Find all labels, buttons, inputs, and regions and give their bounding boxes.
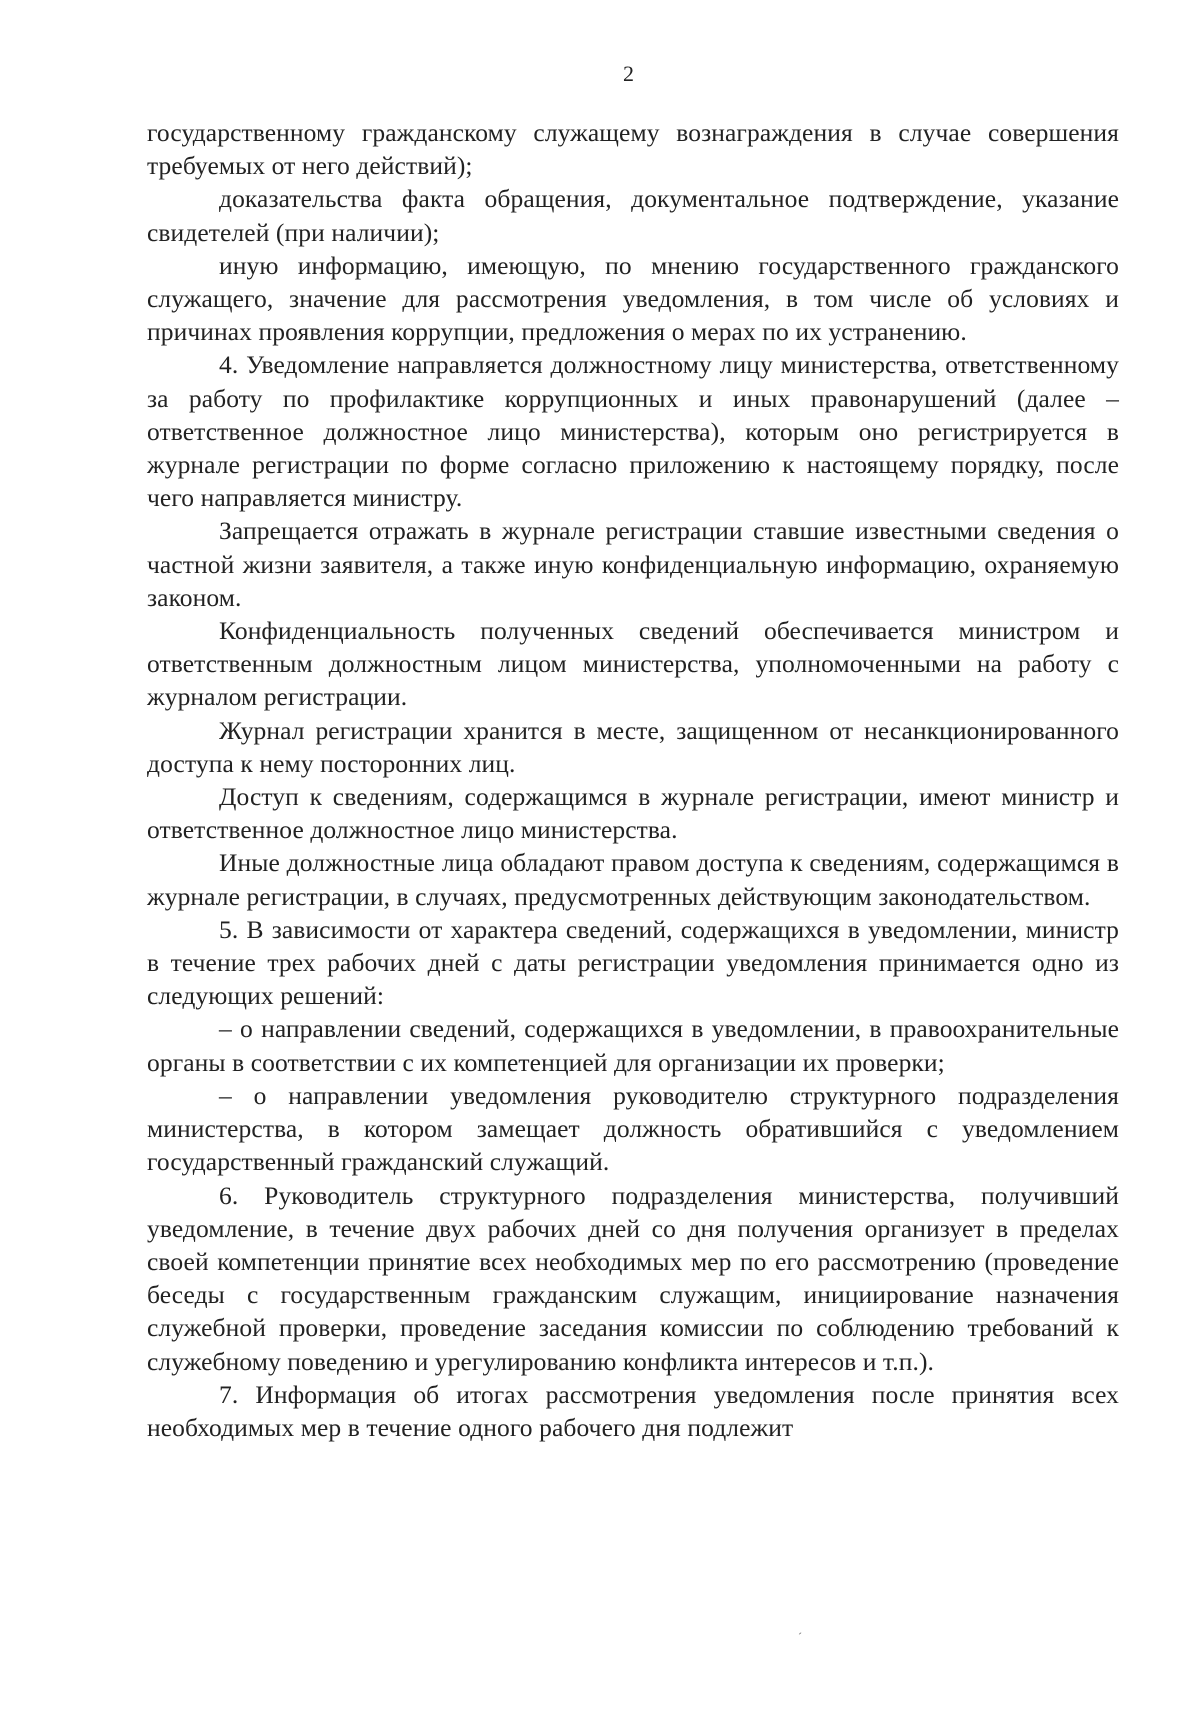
paragraph-1: государственному гражданскому служащему вознаграждения в случае совершения требуемых от него действий); [147,118,1119,181]
document-body [147,116,1119,1444]
paragraph-8: Доступ к сведениям, содержащимся в журнале регистрации, имеют министр и ответственное должностное лицо министерства. [147,782,1119,845]
paragraph-4: 4. Уведомление направляется должностному лицу министерства, ответственному за работу по профилактике коррупционных и иных правонарушений (далее – ответственное должностное лицо министерства), которым оно регистрируется в журнале регистрации по форме согласно приложению к настоящему порядку, после чего направляется министру. [147,350,1119,513]
paragraph-9: Иные должностные лица обладают правом доступа к сведениям, содержащимся в журнале регистрации, в случаях, предусмотренных действующим законодательством. [147,848,1119,911]
paragraph-6: Конфиденциальность полученных сведений обеспечивается министром и ответственным должностным лицом министерства, уполномоченными на работу с журналом регистрации. [147,616,1119,712]
paragraph-12: – о направлении уведомления руководителю структурного подразделения министерства, в котором замещает должность обратившийся с уведомлением государственный гражданский служащий. [147,1080,1119,1177]
paragraph-3: иную информацию, имеющую, по мнению государственного гражданского служащего, значение для рассмотрения уведомления, в том числе об условиях и причинах проявления коррупции, предложения о мерах по их устранению. [147,250,1119,347]
paragraph-11: – о направлении сведений, содержащихся в уведомлении, в правоохранительные органы в соответствии с их компетенцией для организации их проверки; [147,1014,1119,1077]
scan-speck: ˊ [798,1630,802,1644]
paragraph-14: 7. Информация об итогах рассмотрения уведомления после принятия всех необходимых мер в течение одного рабочего дня подлежит [147,1379,1119,1442]
paragraph-2: доказательства факта обращения, документальное подтверждение, указание свидетелей (при наличии); [147,184,1119,247]
paragraph-10: 5. В зависимости от характера сведений, содержащихся в уведомлении, министр в течение трех рабочих дней с даты регистрации уведомления принимается одно из следующих решений: [147,914,1119,1011]
paragraph-13: 6. Руководитель структурного подразделения министерства, получивший уведомление, в течение двух рабочих дней со дня получения организует в пределах своей компетенции принятие всех необходимых мер по его рассмотрению (проведение беседы с государственным гражданским служащим, инициирование назначения служебной проверки, проведение заседания комиссии по соблюдению требований к служебному поведению и урегулированию конфликта интересов и т.п.). [147,1180,1119,1376]
paragraph-7: Журнал регистрации хранится в месте, защищенном от несанкционированного доступа к нему посторонних лиц. [147,715,1119,778]
page-number: 2 [623,61,634,86]
paragraph-5: Запрещается отражать в журнале регистрации ставшие известными сведения о частной жизни заявителя, а также иную конфиденциальную информацию, охраняемую законом. [147,516,1119,612]
